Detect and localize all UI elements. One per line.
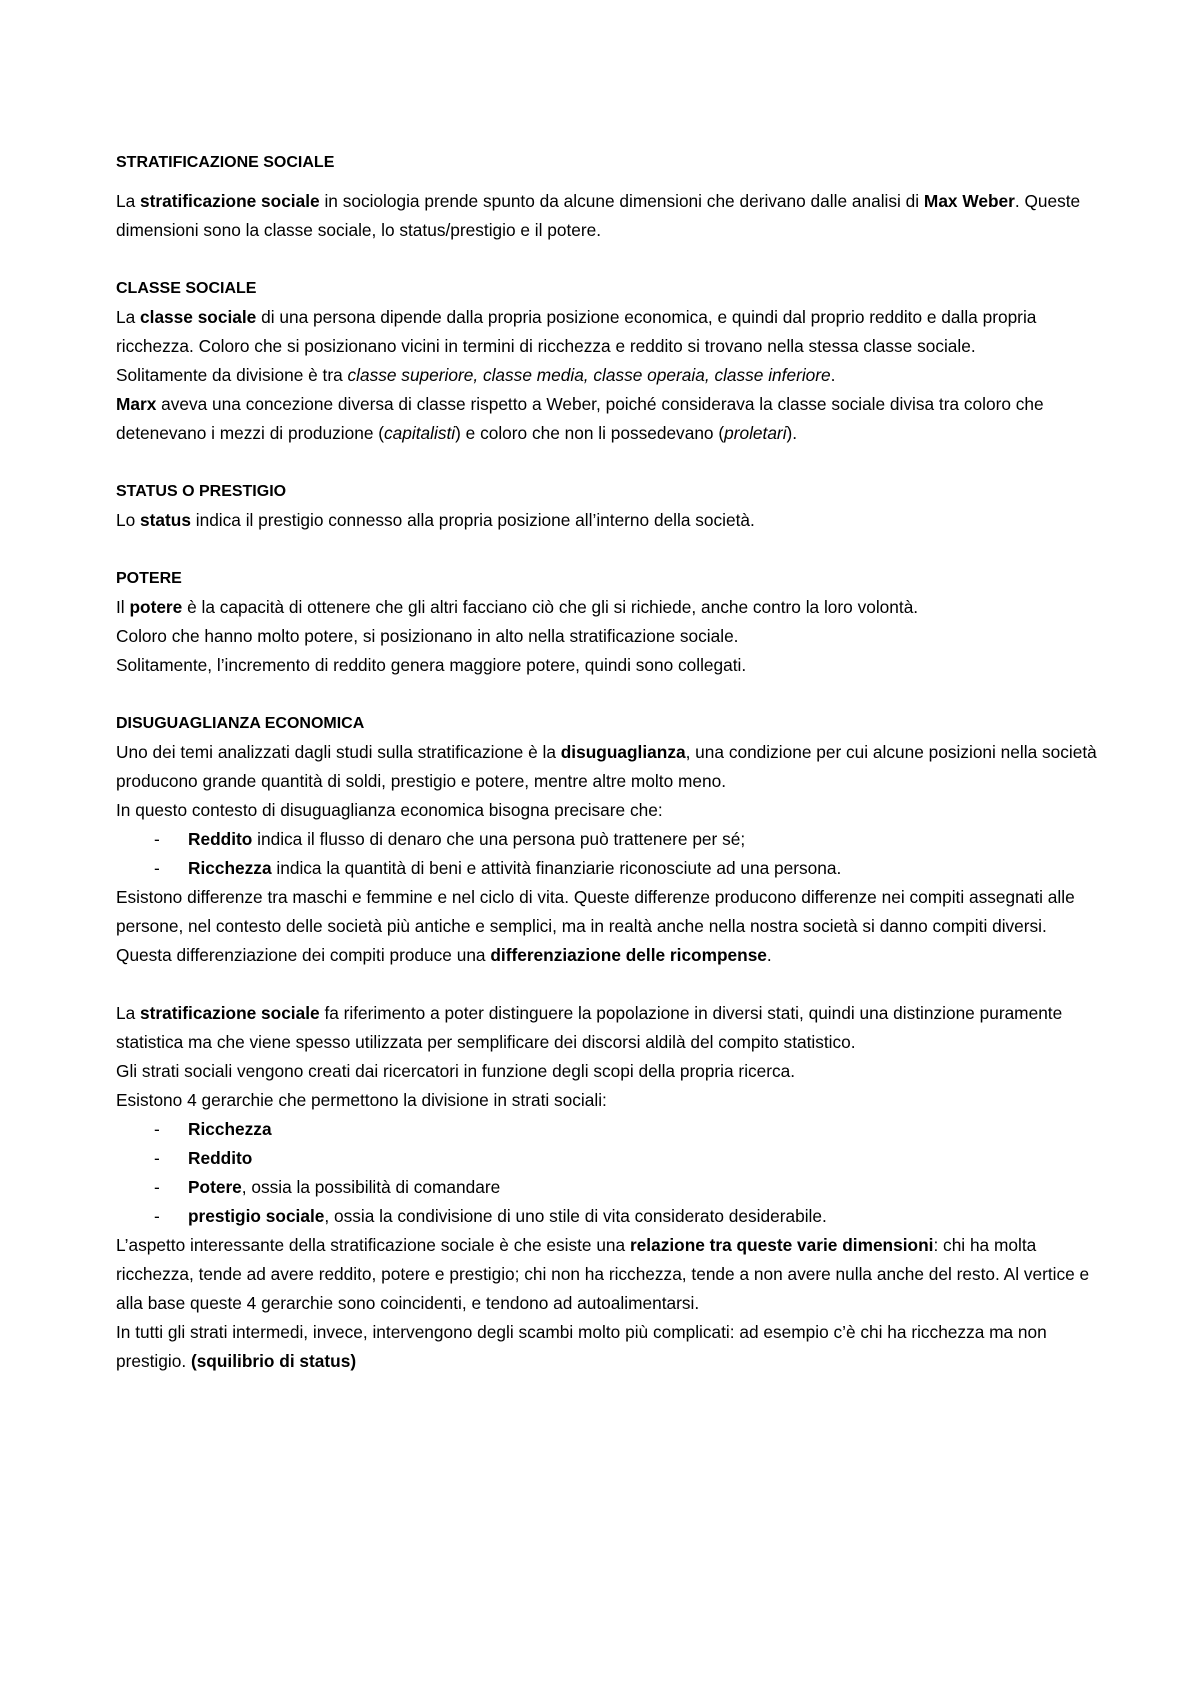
list-item: - Ricchezza indica la quantità di beni e attività finanziarie riconosciute ad una persona. [116,854,1100,883]
section-heading-status: STATUS O PRESTIGIO [116,483,287,500]
section-heading-disuguaglianza: DISUGUAGLIANZA ECONOMICA [116,715,365,732]
strati-paragraph-3: Esistono 4 gerarchie che permettono la divisione in strati sociali: [116,1090,607,1110]
status-paragraph: Lo status indica il prestigio connesso alla propria posizione all’interno della società. [116,510,755,530]
classe-paragraph-1: La classe sociale di una persona dipende dalla propria posizione economica, e quindi dal proprio reddito e dalla propria ricchezza. Coloro che si posizionano vicini in termini di ricchezza e reddito si trovano nella stessa classe sociale. [116,307,1037,356]
potere-paragraph-3: Solitamente, l’incremento di reddito genera maggiore potere, quindi sono collegati. [116,655,747,675]
disuguaglianza-list [116,825,1100,883]
potere-paragraph-2: Coloro che hanno molto potere, si posizionano in alto nella stratificazione sociale. [116,626,739,646]
disuguaglianza-paragraph-2: In questo contesto di disuguaglianza economica bisogna precisare che: [116,800,663,820]
disuguaglianza-paragraph-3: Esistono differenze tra maschi e femmine e nel ciclo di vita. Queste differenze producono differenze nei compiti assegnati alle persone, nel contesto delle società più antiche e semplici, ma in realtà anche nella nostra società si danno compiti diversi. [116,887,1075,936]
intro-paragraph: La stratificazione sociale in sociologia prende spunto da alcune dimensioni che derivano dalle analisi di Max Weber. Queste dimensioni sono la classe sociale, lo status/prestigio e il potere. [116,191,1081,240]
list-item: - Potere, ossia la possibilità di comandare [116,1173,1100,1202]
strati-paragraph-2: Gli strati sociali vengono creati dai ricercatori in funzione degli scopi della propria ricerca. [116,1061,796,1081]
section-heading-classe-sociale: CLASSE SOCIALE [116,280,257,297]
strati-paragraph-5: In tutti gli strati intermedi, invece, intervengono degli scambi molto più complicati: ad esempio c’è chi ha ricchezza ma non prestigio. (squilibrio di status) [116,1322,1047,1371]
disuguaglianza-paragraph-4: Questa differenziazione dei compiti produce una differenziazione delle ricompense. [116,945,772,965]
document-title: STRATIFICAZIONE SOCIALE [116,154,335,171]
list-item: - Reddito [116,1144,1100,1173]
classe-paragraph-3: Marx aveva una concezione diversa di classe rispetto a Weber, poiché considerava la classe sociale divisa tra coloro che detenevano i mezzi di produzione (capitalisti) e coloro che non li possedevano (proletari). [116,394,1044,443]
list-item: - Reddito indica il flusso di denaro che una persona può trattenere per sé; [116,825,1100,854]
gerarchie-list [116,1115,1100,1231]
strati-paragraph-4: L’aspetto interessante della stratificazione sociale è che esiste una relazione tra queste varie dimensioni: chi ha molta ricchezza, tende ad avere reddito, potere e prestigio; chi non ha ricchezza, tende a non avere nulla anche del resto. Al vertice e alla base queste 4 gerarchie sono coincidenti, e tendono ad autoalimentarsi. [116,1235,1090,1313]
list-item: - prestigio sociale, ossia la condivisione di uno stile di vita considerato desiderabile. [116,1202,1100,1231]
section-heading-potere: POTERE [116,570,182,587]
potere-paragraph-1: Il potere è la capacità di ottenere che gli altri facciano ciò che gli si richiede, anche contro la loro volontà. [116,597,919,617]
classe-paragraph-2: Solitamente da divisione è tra classe superiore, classe media, classe operaia, classe inferiore. [116,365,836,385]
list-item: - Ricchezza [116,1115,1100,1144]
disuguaglianza-paragraph-1: Uno dei temi analizzati dagli studi sulla stratificazione è la disuguaglianza, una condizione per cui alcune posizioni nella società producono grande quantità di soldi, prestigio e potere, mentre altre molto meno. [116,742,1097,791]
strati-paragraph-1: La stratificazione sociale fa riferimento a poter distinguere la popolazione in diversi stati, quindi una distinzione puramente statistica ma che viene spesso utilizzata per semplificare dei discorsi aldilà del compito statistico. [116,1003,1063,1052]
